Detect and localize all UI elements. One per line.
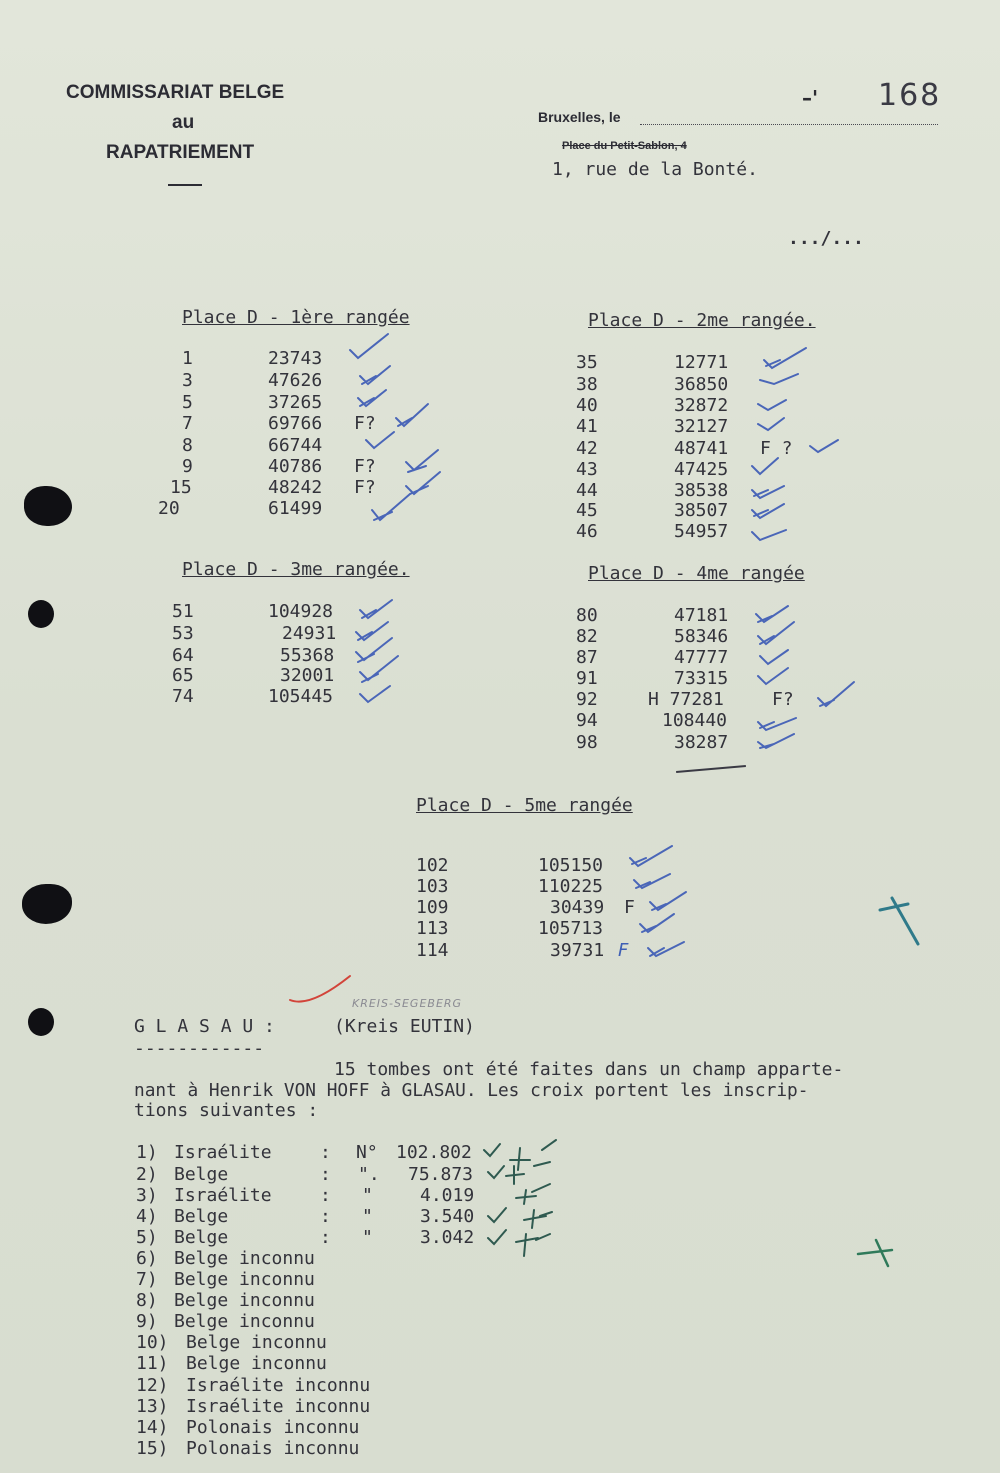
continuation-mark: .../... [788,228,864,249]
section-heading: Place D - 2me rangée. [588,310,816,331]
grave-index: 8 [182,435,193,456]
grave-index: 64 [172,645,194,666]
item-index: 2) [136,1164,158,1185]
grave-number: 66744 [268,435,323,456]
item-label: Israélite inconnu [186,1396,371,1417]
grave-index: 113 [416,918,449,939]
paragraph-line: tions suivantes : [134,1100,319,1121]
item-label: Belge [174,1227,229,1248]
red-pencil-tick-icon [290,976,350,1002]
pencil-stroke [676,765,746,773]
check-cross-mark-icon [484,1140,556,1170]
grave-number: 48242 [268,477,323,498]
grave-number: 47181 [674,605,729,626]
grave-index: 53 [172,623,194,644]
grave-number: 32001 [280,665,335,686]
item-quote: " [362,1185,373,1206]
grave-index: 109 [416,897,449,918]
grave-index: 3 [182,370,193,391]
section-heading: Place D - 3me rangée. [182,559,410,580]
grave-note: F ? [760,438,793,459]
check-mark-icon [350,334,388,358]
check-mark-icon [634,874,670,888]
item-quote: " [362,1227,373,1248]
item-index: 10) [136,1332,169,1353]
grave-index: 15 [170,477,192,498]
old-address: Place du Petit-Sablon, 4 [562,140,687,152]
check-mark-icon [752,530,786,540]
check-cross-mark-icon [488,1162,550,1184]
letterhead-rule [168,184,202,186]
item-index: 9) [136,1311,158,1332]
grave-number: 69766 [268,413,323,434]
item-label: Polonais inconnu [186,1417,360,1438]
punch-hole [22,884,72,924]
grave-number: 110225 [538,876,604,897]
cross-mark-icon [880,898,918,944]
item-quote: ". [358,1164,380,1185]
page-number: 168 [878,78,942,113]
grave-number: 24931 [282,623,337,644]
grave-index: 46 [576,521,598,542]
grave-number: 73315 [674,668,729,689]
grave-number: 55368 [280,645,335,666]
check-mark-icon [758,718,796,730]
grave-number: 104928 [268,601,334,622]
grave-index: 103 [416,876,449,897]
grave-number: 105445 [268,686,334,707]
item-label: Belge inconnu [186,1332,327,1353]
check-mark-icon [752,458,778,474]
grave-note: F? [354,413,376,434]
item-index: 12) [136,1375,169,1396]
new-address: 1, rue de la Bonté. [552,159,758,180]
grave-index: 20 [158,498,180,519]
grave-index: 45 [576,500,598,521]
date-dotted-line [640,124,938,125]
item-index: 8) [136,1290,158,1311]
cross-mark-icon [516,1184,550,1204]
item-index: 4) [136,1206,158,1227]
item-separator: : [320,1206,331,1227]
check-mark-icon [758,400,786,410]
item-label: Belge inconnu [186,1353,327,1374]
grave-number: 48741 [674,438,729,459]
check-mark-icon [356,638,392,662]
check-marks-section-4 [756,606,854,748]
grave-index: 87 [576,647,598,668]
check-mark-icon [650,892,686,910]
check-mark-icon [758,622,794,644]
grave-index: 92 [576,689,598,710]
grave-index: 94 [576,710,598,731]
check-mark-icon [764,348,806,368]
item-separator: : [320,1185,331,1206]
item-label: Polonais inconnu [186,1438,360,1459]
check-cross-mark-icon [488,1230,550,1256]
grave-note: F? [354,477,376,498]
check-mark-icon [752,486,784,498]
grave-note: F? [354,456,376,477]
grave-index: 40 [576,395,598,416]
punch-hole [28,600,54,628]
grave-index: 41 [576,416,598,437]
item-index: 3) [136,1185,158,1206]
letterhead-line2: au [172,112,195,133]
letterhead-line1: COMMISSARIAT BELGE [66,82,285,103]
item-index: 7) [136,1269,158,1290]
item-index: 1) [136,1142,158,1163]
check-mark-icon [760,374,798,384]
item-number: 102.802 [396,1142,472,1163]
grave-number: H 77281 [648,689,724,710]
grave-number: 38507 [674,500,729,521]
grave-number: 38287 [674,732,729,753]
item-separator: : [320,1142,331,1163]
glasau-kreis: (Kreis EUTIN) [334,1016,475,1037]
check-mark-icon [640,914,674,932]
grave-number: 61499 [268,498,323,519]
glasau-heading: G L A S A U : [134,1016,275,1037]
check-mark-icon [356,622,388,640]
item-index: 5) [136,1227,158,1248]
grave-index: 82 [576,626,598,647]
check-mark-icon [406,472,440,494]
item-index: 13) [136,1396,169,1417]
grave-index: 1 [182,348,193,369]
punch-hole [28,1008,54,1036]
grave-index: 44 [576,480,598,501]
grave-note: F [618,940,629,961]
check-mark-icon [406,450,438,472]
item-label: Belge inconnu [174,1311,315,1332]
item-label: Belge inconnu [174,1248,315,1269]
section-heading: Place D - 5me rangée [416,795,633,816]
cross-mark-icon [858,1240,892,1266]
check-mark-icon [752,504,784,518]
grave-number: 32127 [674,416,729,437]
grave-index: 9 [182,456,193,477]
grave-index: 102 [416,855,449,876]
grave-number: 40786 [268,456,323,477]
grave-index: 38 [576,374,598,395]
check-marks-section-3 [356,600,398,702]
item-number: 3.540 [420,1206,475,1227]
handwritten-annotation: KREIS-SEGEBERG [352,997,463,1010]
inscription-marks [484,1140,556,1256]
punch-hole [24,486,72,526]
item-label: Belge [174,1164,229,1185]
grave-number: 32872 [674,395,729,416]
item-label: Belge [174,1206,229,1227]
glasau-underline: ------------ [134,1038,265,1059]
grave-index: 51 [172,601,194,622]
item-index: 15) [136,1438,169,1459]
grave-index: 35 [576,352,598,373]
grave-number: 105713 [538,918,604,939]
item-number: 75.873 [408,1164,474,1185]
check-mark-icon [630,846,672,866]
item-quote: " [362,1206,373,1227]
grave-index: 98 [576,732,598,753]
place-label: Bruxelles, le [538,109,621,125]
check-mark-icon [818,682,854,706]
grave-number: 105150 [538,855,604,876]
check-mark-icon [360,656,398,682]
grave-index: 91 [576,668,598,689]
paragraph-line: 15 tombes ont été faites dans un champ apparte- [334,1059,844,1080]
grave-number: 12771 [674,352,729,373]
grave-number: 39731 [550,940,605,961]
letterhead-line3: RAPATRIEMENT [106,142,255,163]
grave-index: 42 [576,438,598,459]
check-mark-icon [360,686,390,702]
item-label: Belge inconnu [174,1269,315,1290]
paragraph-line: nant à Henrik VON HOFF à GLASAU. Les croix portent les inscrip- [134,1080,809,1101]
item-separator: : [320,1164,331,1185]
item-number: 4.019 [420,1185,475,1206]
section-heading: Place D - 1ère rangée [182,307,410,328]
check-mark-icon [372,494,410,520]
check-mark-icon [360,366,390,384]
grave-number: 108440 [662,710,728,731]
grave-number: 23743 [268,348,323,369]
grave-number: 36850 [674,374,729,395]
item-separator: : [320,1227,331,1248]
item-label: Israélite [174,1185,272,1206]
check-mark-icon [648,942,684,956]
grave-number: 47425 [674,459,729,480]
item-label: Israélite [174,1142,272,1163]
check-mark-icon [760,650,788,664]
check-mark-icon [758,418,784,430]
grave-index: 65 [172,665,194,686]
grave-note: F [624,897,635,918]
check-mark-icon [366,432,394,448]
item-label: Israélite inconnu [186,1375,371,1396]
grave-index: 43 [576,459,598,480]
item-quote: N° [356,1142,378,1163]
check-mark-icon [358,390,386,406]
section-heading: Place D - 4me rangée [588,563,805,584]
item-number: 3.042 [420,1227,475,1248]
grave-number: 54957 [674,521,729,542]
check-cross-mark-icon [488,1208,552,1228]
item-index: 6) [136,1248,158,1269]
grave-number: 38538 [674,480,729,501]
grave-number: 47777 [674,647,729,668]
grave-number: 58346 [674,626,729,647]
item-index: 14) [136,1417,169,1438]
check-mark-icon [810,440,838,452]
grave-note: F? [772,689,794,710]
item-index: 11) [136,1353,169,1374]
check-mark-icon [758,668,788,684]
check-marks-section-5 [630,846,686,956]
page-mark: –' [802,86,819,110]
check-mark-icon [758,734,794,748]
check-mark-icon [396,404,428,426]
grave-index: 5 [182,392,193,413]
grave-index: 80 [576,605,598,626]
grave-index: 74 [172,686,194,707]
grave-index: 7 [182,413,193,434]
item-label: Belge inconnu [174,1290,315,1311]
check-mark-icon [756,606,788,622]
grave-number: 37265 [268,392,323,413]
grave-index: 114 [416,940,449,961]
grave-number: 47626 [268,370,323,391]
check-mark-icon [360,600,392,618]
grave-number: 30439 [550,897,605,918]
